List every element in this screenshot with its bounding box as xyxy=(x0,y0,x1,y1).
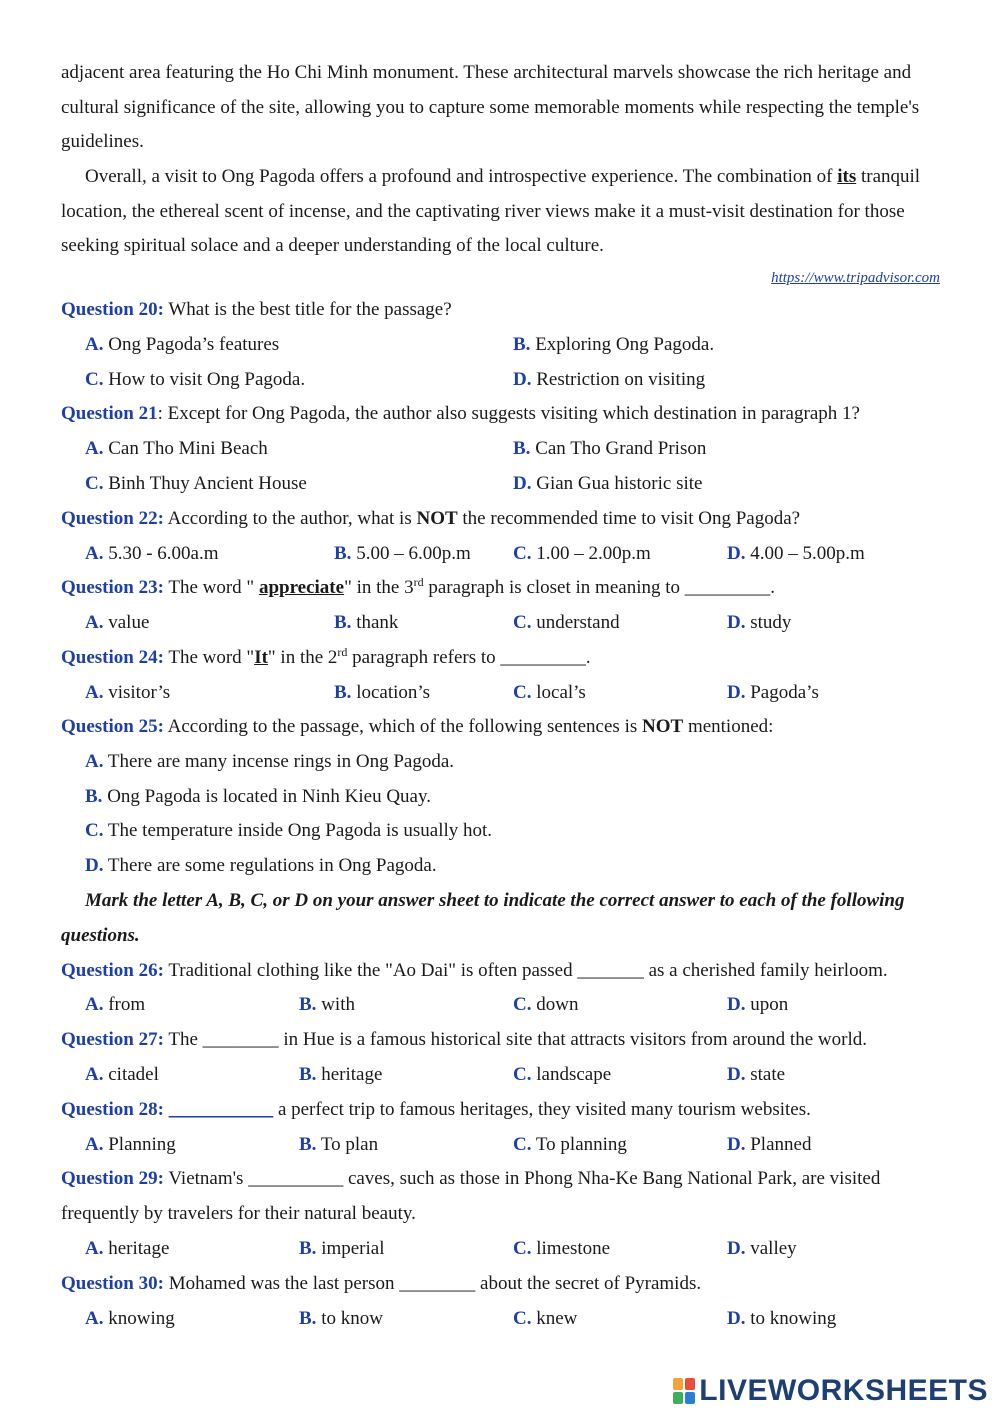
q25-option-a[interactable]: A. There are many incense rings in Ong Pagoda. xyxy=(85,751,455,772)
q26-option-d[interactable]: D. upon xyxy=(727,994,789,1015)
q23-option-c[interactable]: C. understand xyxy=(513,612,620,633)
q30-option-c[interactable]: C. knew xyxy=(513,1308,578,1329)
q30-option-d[interactable]: D. to knowing xyxy=(727,1308,837,1329)
q27-option-c[interactable]: C. landscape xyxy=(513,1064,612,1085)
question-22: Question 22: According to the author, what is NOT the recommended time to visit Ong Pagoda? xyxy=(61,508,801,529)
q26-option-b[interactable]: B. with xyxy=(299,994,355,1015)
q30-option-b[interactable]: B. to know xyxy=(299,1308,383,1329)
passage-paragraph-2: Overall, a visit to Ong Pagoda offers a profound and introspective experience. The combination of its tranquil location, the ethereal scent of incense, and the captivating river views make it a must-visit destination for those seeking spiritual solace and a deeper understanding of the local culture. xyxy=(61,166,921,257)
q27-option-a[interactable]: A. citadel xyxy=(85,1064,159,1085)
q22-option-a[interactable]: A. 5.30 - 6.00a.m xyxy=(85,543,219,564)
q27-option-b[interactable]: B. heritage xyxy=(299,1064,383,1085)
q28-option-c[interactable]: C. To planning xyxy=(513,1134,627,1155)
q27-option-d[interactable]: D. state xyxy=(727,1064,786,1085)
q21-option-a[interactable]: A. Can Tho Mini Beach xyxy=(85,438,268,459)
q20-option-d[interactable]: D. Restriction on visiting xyxy=(513,369,706,390)
q24-option-b[interactable]: B. location’s xyxy=(334,682,431,703)
question-26: Question 26: Traditional clothing like the "Ao Dai" is often passed _______ as a cherished family heirloom. xyxy=(61,960,888,981)
q28-option-a[interactable]: A. Planning xyxy=(85,1134,176,1155)
q24-option-a[interactable]: A. visitor’s xyxy=(85,682,171,703)
q24-option-c[interactable]: C. local’s xyxy=(513,682,586,703)
q28-blank: ___________ xyxy=(168,1099,274,1120)
question-21: Question 21: Except for Ong Pagoda, the author also suggests visiting which destination in paragraph 1? xyxy=(61,403,860,424)
q20-option-b[interactable]: B. Exploring Ong Pagoda. xyxy=(513,334,715,355)
q22-option-d[interactable]: D. 4.00 – 5.00p.m xyxy=(727,543,865,564)
question-20: Question 20: What is the best title for the passage? xyxy=(61,299,452,320)
question-27: Question 27: The ________ in Hue is a famous historical site that attracts visitors from around the world. xyxy=(61,1029,867,1050)
logo-icon xyxy=(673,1378,695,1404)
q21-option-b[interactable]: B. Can Tho Grand Prison xyxy=(513,438,707,459)
source-link[interactable]: https://www.tripadvisor.com xyxy=(771,270,940,286)
q23-option-a[interactable]: A. value xyxy=(85,612,150,633)
logo-text: LIVEWORKSHEETS xyxy=(699,1374,988,1407)
q24-option-d[interactable]: D. Pagoda’s xyxy=(727,682,819,703)
q20-option-c[interactable]: C. How to visit Ong Pagoda. xyxy=(85,369,306,390)
q29-option-b[interactable]: B. imperial xyxy=(299,1238,385,1259)
q22-option-b[interactable]: B. 5.00 – 6.00p.m xyxy=(334,543,471,564)
question-25: Question 25: According to the passage, which of the following sentences is NOT mentioned: xyxy=(61,716,774,737)
q28-option-d[interactable]: D. Planned xyxy=(727,1134,812,1155)
q25-option-d[interactable]: D. There are some regulations in Ong Pagoda. xyxy=(85,855,437,876)
q23-option-b[interactable]: B. thank xyxy=(334,612,399,633)
q25-option-c[interactable]: C. The temperature inside Ong Pagoda is usually hot. xyxy=(85,820,493,841)
q22-option-c[interactable]: C. 1.00 – 2.00p.m xyxy=(513,543,651,564)
q29-option-c[interactable]: C. limestone xyxy=(513,1238,611,1259)
question-23: Question 23: The word " appreciate" in the 3rd paragraph is closet in meaning to _________. xyxy=(61,575,776,598)
q20-option-a[interactable]: A. Ong Pagoda’s features xyxy=(85,334,280,355)
q25-option-b[interactable]: B. Ong Pagoda is located in Ninh Kieu Quay. xyxy=(85,786,432,807)
question-24: Question 24: The word "It" in the 2rd paragraph refers to _________. xyxy=(61,645,591,668)
q28-option-b[interactable]: B. To plan xyxy=(299,1134,379,1155)
q21-option-c[interactable]: C. Binh Thuy Ancient House xyxy=(85,473,307,494)
q23-option-d[interactable]: D. study xyxy=(727,612,792,633)
section-instruction: Mark the letter A, B, C, or D on your answer sheet to indicate the correct answer to each of the following questions. xyxy=(61,890,905,946)
passage-paragraph-1-tail: adjacent area featuring the Ho Chi Minh monument. These architectural marvels showcase the rich heritage and cultural significance of the site, allowing you to capture some memorable moments while respecting the temple's guidelines. xyxy=(61,62,920,153)
question-28: Question 28: ___________ a perfect trip to famous heritages, they visited many tourism websites. xyxy=(61,1099,811,1120)
q29-option-a[interactable]: A. heritage xyxy=(85,1238,170,1259)
question-30: Question 30: Mohamed was the last person ________ about the secret of Pyramids. xyxy=(61,1273,702,1294)
referent-its: its xyxy=(837,166,857,187)
q26-option-a[interactable]: A. from xyxy=(85,994,146,1015)
q26-option-c[interactable]: C. down xyxy=(513,994,579,1015)
q30-option-a[interactable]: A. knowing xyxy=(85,1308,175,1329)
q21-option-d[interactable]: D. Gian Gua historic site xyxy=(513,473,703,494)
question-29: Question 29: Vietnam's __________ caves, such as those in Phong Nha-Ke Bang National Park, are visited frequently by travelers for their natural beauty. xyxy=(61,1168,881,1224)
liveworksheets-logo[interactable] xyxy=(673,1374,988,1408)
q29-option-d[interactable]: D. valley xyxy=(727,1238,797,1259)
